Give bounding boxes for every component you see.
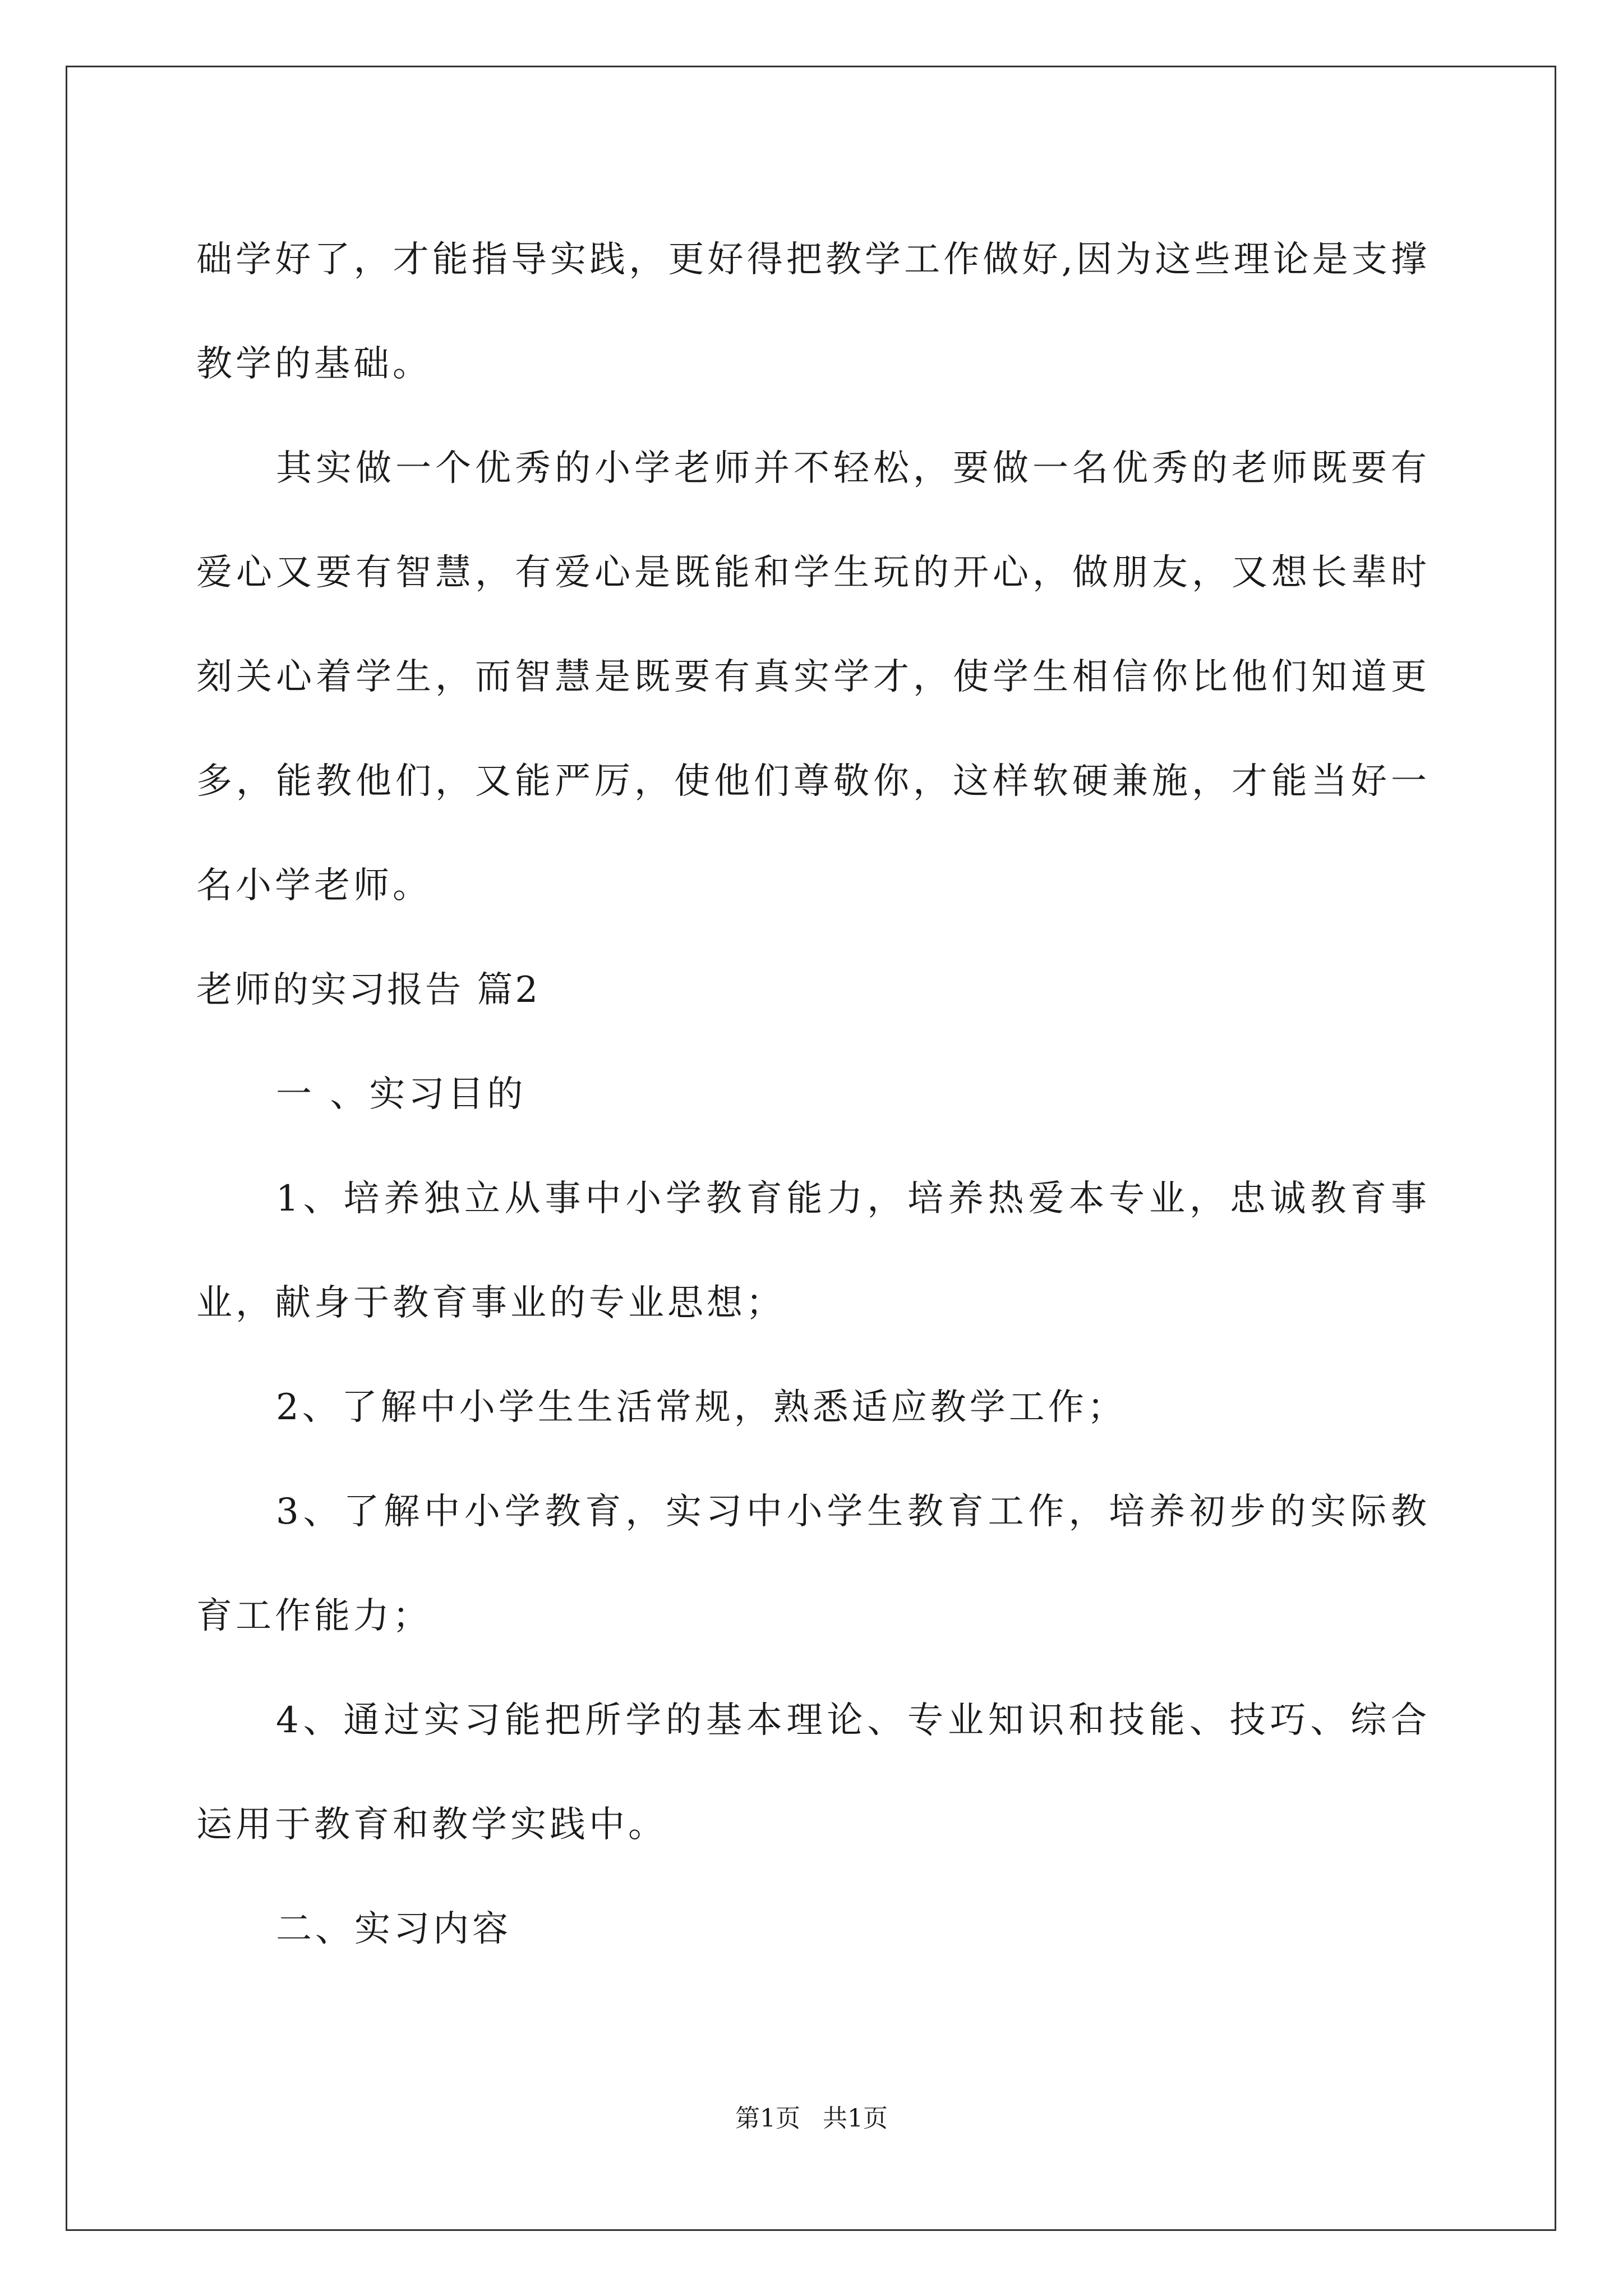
page-footer [0, 2098, 1623, 2134]
list-item: 3、了解中小学教育，实习中小学生教育工作，培养初步的实际教育工作能力； [196, 1491, 1430, 1637]
section-heading-purpose: 一 、实习目的 [276, 1074, 527, 1115]
page-number: 第1页 [735, 2104, 800, 2133]
section-heading-content: 二、实习内容 [276, 1908, 511, 1950]
list-item: 4、通过实习能把所学的基本理论、专业知识和技能、技巧、综合运用于教育和教学实践中。 [196, 1700, 1430, 1846]
section-title: 老师的实习报告 篇2 [196, 969, 541, 1011]
page-total: 共1页 [823, 2104, 888, 2133]
paragraph: 其实做一个优秀的小学老师并不轻松，要做一名优秀的老师既要有爱心又要有智慧，有爱心是既能和学生玩的开心，做朋友，又想长辈时刻关心着学生，而智慧是既要有真实学才，使学生相信你比他们知道更多，能教他们，又能严厉，使他们尊敬你，这样软硬兼施，才能当好一名小学老师。 [196, 448, 1430, 907]
list-item: 1、培养独立从事中小学教育能力，培养热爱本专业，忠诚教育事业，献身于教育事业的专业思想； [196, 1178, 1430, 1324]
paragraph: 础学好了，才能指导实践，更好得把教学工作做好,因为这些理论是支撑教学的基础。 [196, 239, 1430, 385]
document-body [196, 208, 1430, 1981]
list-item: 2、了解中小学生生活常规，熟悉适应教学工作； [276, 1387, 1127, 1428]
